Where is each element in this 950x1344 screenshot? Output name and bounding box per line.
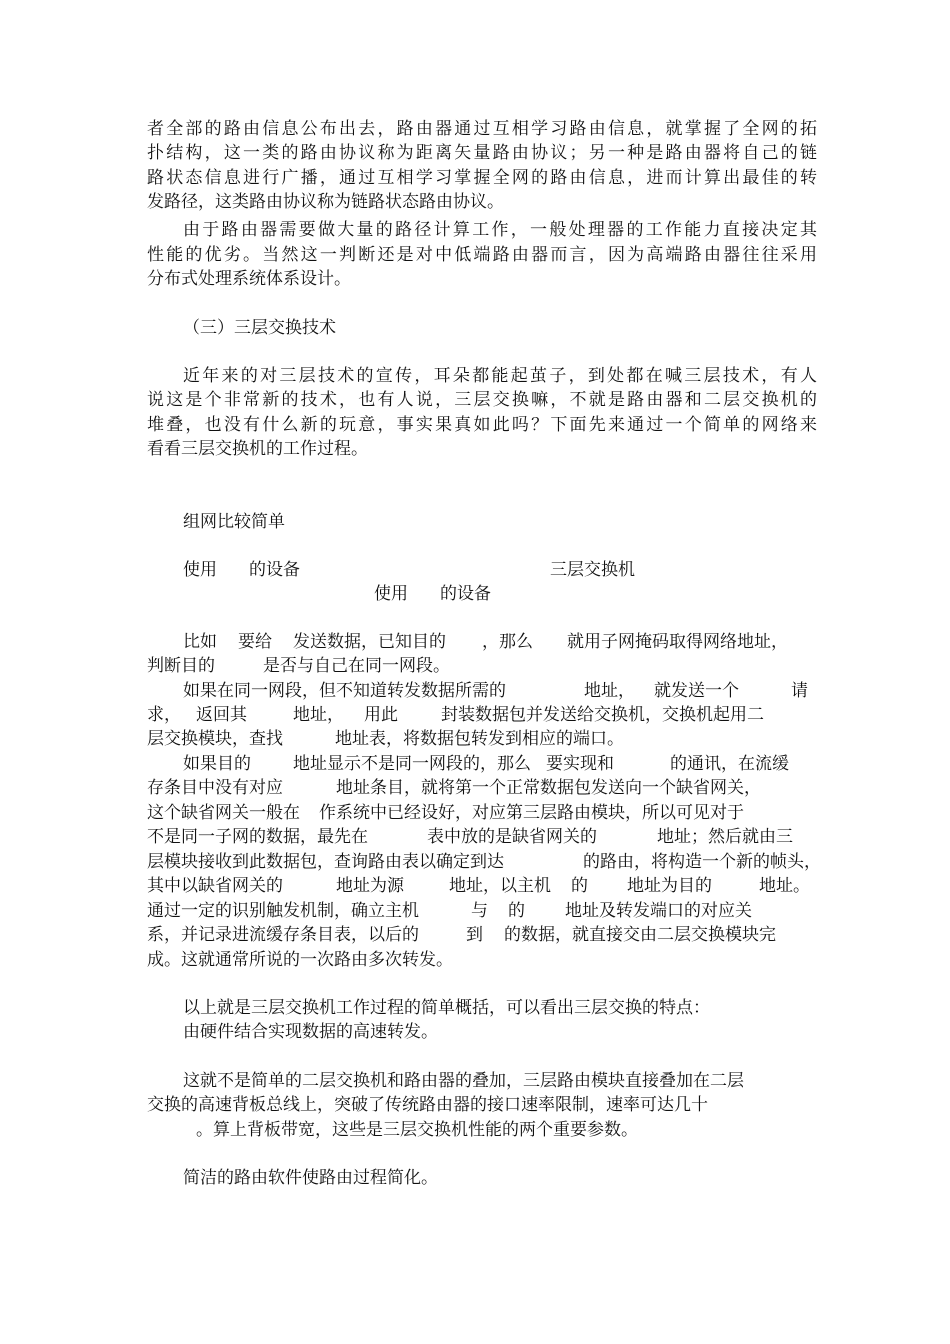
network-label: 三层交换机 bbox=[550, 560, 635, 580]
body-text-fragment: 地址， bbox=[293, 705, 344, 725]
body-text-fragment: 地址；然后就由三 bbox=[657, 827, 793, 847]
body-text-fragment: 作系统中已经设好，对应第三层路由模块，所以可见对于 bbox=[319, 803, 744, 823]
body-text-fragment: 的路由，将构造一个新的帧头， bbox=[583, 852, 821, 872]
body-text-fragment: 返回其 bbox=[196, 705, 247, 725]
body-text-fragment: 是否与自己在同一网段。 bbox=[263, 656, 450, 676]
body-text-fragment: 这个缺省网关一般在 bbox=[147, 803, 300, 823]
body-text-line: 发路径，这类路由协议称为链路状态路由协议。 bbox=[147, 192, 504, 212]
body-text-fragment: 地址条目，就将第一个正常数据包发送向一个缺省网关， bbox=[336, 778, 761, 798]
body-text-fragment: 层模块接收到此数据包，查询路由表以确定到达 bbox=[147, 852, 504, 872]
body-text-line: 说这是个非常新的技术，也有人说，三层交换嘛，不就是路由器和二层交换机的 bbox=[147, 390, 817, 410]
body-text-fragment: 地址。 bbox=[759, 876, 810, 896]
body-text-fragment: 如果在同一网段，但不知道转发数据所需的 bbox=[183, 681, 506, 701]
body-text-fragment: 比如 bbox=[183, 632, 217, 652]
body-text-line: 扑结构，这一类的路由协议称为距离矢量路由协议；另一种是路由器将自己的链 bbox=[147, 143, 817, 163]
body-text-fragment: 地址及转发端口的对应关 bbox=[565, 901, 752, 921]
body-text-line: 看看三层交换机的工作过程。 bbox=[147, 439, 368, 459]
body-text-fragment: 用此 bbox=[364, 705, 398, 725]
body-text-line: 这就不是简单的二层交换机和路由器的叠加，三层路由模块直接叠加在二层 bbox=[183, 1071, 744, 1091]
body-text-line: 简洁的路由软件使路由过程简化。 bbox=[183, 1168, 438, 1188]
body-text-fragment: 通过一定的识别触发机制，确立主机 bbox=[147, 901, 419, 921]
body-text-line: 近年来的对三层技术的宣传，耳朵都能起茧子，到处都在喊三层技术，有人 bbox=[183, 366, 817, 386]
body-text-fragment: 表中放的是缺省网关的 bbox=[427, 827, 597, 847]
body-text-fragment: ，那么 bbox=[482, 632, 533, 652]
body-text-line: 堆叠，也没有什么新的玩意，事实果真如此吗？下面先来通过一个简单的网络来 bbox=[147, 415, 817, 435]
network-label: 的设备 bbox=[249, 560, 300, 580]
body-text-line: 以上就是三层交换机工作过程的简单概括，可以看出三层交换的特点： bbox=[183, 998, 710, 1018]
body-text-fragment: 的通讯，在流缓 bbox=[670, 754, 789, 774]
body-text-line: 由于路由器需要做大量的路径计算工作，一般处理器的工作能力直接决定其 bbox=[183, 220, 817, 240]
body-text-fragment: 地址为目的 bbox=[627, 876, 712, 896]
body-text-line: 由硬件结合实现数据的高速转发。 bbox=[183, 1022, 438, 1042]
body-text-fragment: 封装数据包并发送给交换机，交换机起用二 bbox=[441, 705, 764, 725]
body-text-fragment: 不是同一子网的数据，最先在 bbox=[147, 827, 368, 847]
body-text-fragment: 要给 bbox=[238, 632, 272, 652]
body-text-fragment: 存条目中没有对应 bbox=[147, 778, 283, 798]
network-caption: 组网比较简单 bbox=[183, 512, 285, 532]
body-text-line: 成。这就通常所说的一次路由多次转发。 bbox=[147, 950, 453, 970]
body-text-fragment: 发送数据，已知目的 bbox=[293, 632, 446, 652]
section-heading: （三）三层交换技术 bbox=[183, 318, 336, 338]
body-text-line: 交换的高速背板总线上，突破了传统路由器的接口速率限制，速率可达几十 bbox=[147, 1095, 708, 1115]
body-text-fragment: 地址，以主机 bbox=[449, 876, 551, 896]
network-label: 使用 bbox=[183, 560, 217, 580]
body-text-fragment: 系，并记录进流缓存条目表，以后的 bbox=[147, 925, 419, 945]
body-text-fragment: 地址， bbox=[584, 681, 635, 701]
body-text-fragment: 地址显示不是同一网段的，那么 bbox=[293, 754, 531, 774]
body-text-line: 性能的优劣。当然这一判断还是对中低端路由器而言，因为高端路由器往往采用 bbox=[147, 245, 817, 265]
body-text-fragment: 的 bbox=[571, 876, 588, 896]
body-text-fragment: 地址表，将数据包转发到相应的端口。 bbox=[335, 729, 624, 749]
network-label: 使用 bbox=[374, 584, 408, 604]
body-text-fragment: 要实现和 bbox=[546, 754, 614, 774]
body-text-line: 。算上背板带宽，这些是三层交换机性能的两个重要参数。 bbox=[196, 1120, 638, 1140]
body-text-fragment: 其中以缺省网关的 bbox=[147, 876, 283, 896]
body-text-fragment: 请 bbox=[791, 681, 808, 701]
body-text-fragment: 如果目的 bbox=[183, 754, 251, 774]
body-text-line: 分布式处理系统体系设计。 bbox=[147, 269, 351, 289]
body-text-line: 路状态信息进行广播，通过互相学习掌握全网的路由信息，进而计算出最佳的转 bbox=[147, 168, 817, 188]
body-text-fragment: 就发送一个 bbox=[654, 681, 739, 701]
body-text-fragment: 求， bbox=[147, 705, 181, 725]
network-label: 的设备 bbox=[440, 584, 491, 604]
body-text-fragment: 判断目的 bbox=[147, 656, 215, 676]
body-text-line: 者全部的路由信息公布出去，路由器通过互相学习路由信息，就掌握了全网的拓 bbox=[147, 119, 817, 139]
body-text-fragment: 到 bbox=[466, 925, 483, 945]
body-text-fragment: 的 bbox=[508, 901, 525, 921]
body-text-fragment: 层交换模块，查找 bbox=[147, 729, 283, 749]
body-text-fragment: 就用子网掩码取得网络地址， bbox=[567, 632, 788, 652]
body-text-fragment: 与 bbox=[471, 901, 488, 921]
body-text-fragment: 的数据，就直接交由二层交换模块完 bbox=[504, 925, 776, 945]
body-text-fragment: 地址为源 bbox=[336, 876, 404, 896]
